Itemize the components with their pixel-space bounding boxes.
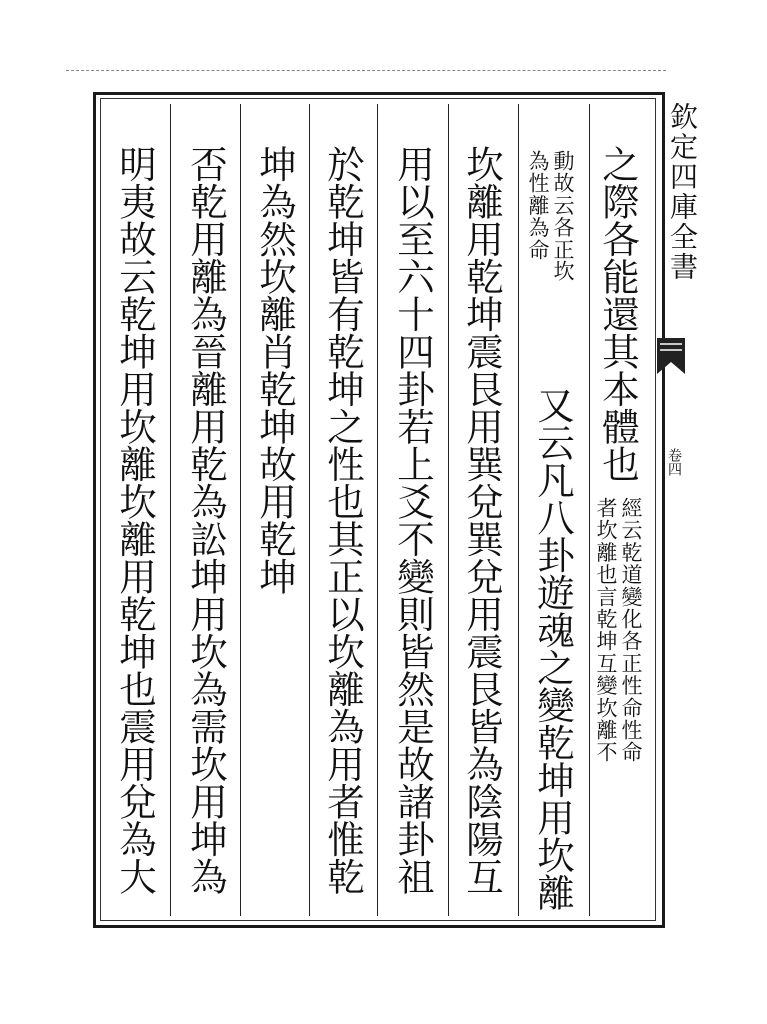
fish-tail-mark bbox=[657, 338, 685, 374]
text-column-3: 坎離用乾坤震艮用巽兌巽兌用震艮皆為陰陽互 bbox=[460, 145, 504, 895]
text-column-6: 坤為然坎離肖乾坤故用乾坤 bbox=[253, 145, 297, 595]
annotation-line-2b: 為性離為命 bbox=[526, 150, 550, 261]
column-rule bbox=[170, 104, 171, 916]
text-column-7: 否乾用離為晉離用乾為訟坤用坎為需坎用坤為 bbox=[184, 145, 228, 895]
annotation-line-1a: 經云乾道變化各正性命性命 bbox=[619, 497, 643, 764]
text-column-2-main: 又云凡八卦遊魂之變乾坤用坎離 bbox=[531, 386, 575, 911]
text-column-8: 明夷故云乾坤用坎離坎離用乾坤也震用兌為大 bbox=[113, 145, 157, 895]
column-rule bbox=[377, 104, 378, 916]
column-rule bbox=[448, 104, 449, 916]
column-rule bbox=[518, 104, 519, 916]
annotation-tail-2: 坎 bbox=[551, 260, 575, 283]
column-rule bbox=[240, 104, 241, 916]
column-rule bbox=[309, 104, 310, 916]
annotation-line-1b: 者坎離也言乾坤互變坎離不 bbox=[594, 497, 618, 764]
annotation-line-2a: 動故云各正 bbox=[551, 150, 575, 261]
text-column-1-main: 之際各能還其本體也 bbox=[596, 145, 640, 483]
column-rule bbox=[589, 104, 590, 916]
text-column-4: 用以至六十四卦若上爻不變則皆然是故諸卦祖 bbox=[391, 145, 435, 895]
juan-label: 卷四 bbox=[666, 448, 682, 476]
book-title: 欽定四庫全書 bbox=[666, 102, 699, 282]
text-column-5: 於乾坤皆有乾坤之性也其正以坎離為用者惟乾 bbox=[321, 145, 365, 895]
